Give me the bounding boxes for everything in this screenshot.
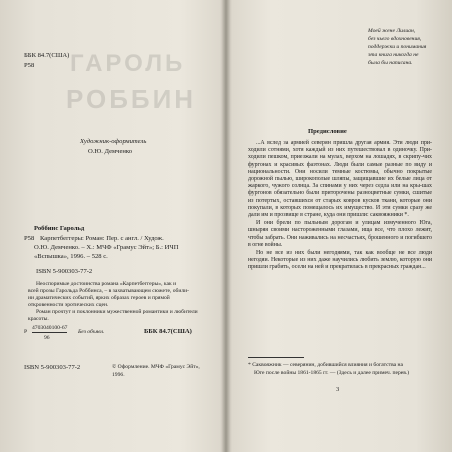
preface-paragraph: ...А вслед за армией северян пришла другая армия. Эти люди при-ходили сотнями, хотя каждый из них путешествовал в одиночку. При-ходили пешком, приезжали на мулах, верхом на лошадях, в скрипу-чих фургонах и красивых фаэтонах. Люди были самые разные по виду и национальности. Они носили темные костюмы, обычно покрытые дорожной пылью, широкополые шляпы, защищавшие их белые лица от жаркого, чужого солнца. За спинами у них через седла или на кры-шах фургонов обязательно были приторочены разноцветные сумки, сшитые из потертых, оставшихся от старых ковров кусков ткани, которые они покупали, в которых помещалось их имущество. И эти сумки сразу же дали им и прозвище в стране, куда они пришли: саквояжники *.: [248, 140, 432, 219]
code-prefix: Р: [24, 329, 28, 335]
preface-paragraph: Но не все из них были негодяями, так как вообще не все люди негодяи. Некоторые из них даже научились любить землю, которую они пришли грабить, осели на ней и прекратилась в прекрасных граждан...: [248, 250, 432, 271]
preface-paragraph: И они брели по пыльным дорогам и улицам измученного Юга, шныряя своими настороженными глазами, ища все, что плохо лежит, чтобы забрать. Они наживались на несчастьях, брошенного и погибшего в огне войны.: [248, 220, 432, 248]
code-suffix: 96: [44, 335, 50, 341]
annotation-line-4: Роман прочтут и поклонники мужественной романтики и любители: [36, 309, 198, 315]
index-mid: Р58: [24, 235, 35, 242]
preface-body: [248, 140, 432, 273]
catalog-line-2: «Вспышка», 1996. – 528 с.: [34, 253, 108, 260]
code-label: Без объявл.: [78, 329, 105, 335]
footnote-line-1: Юге после войны 1861-1865 гг. — (Здесь и далее примеч. перев.): [254, 370, 410, 376]
copyright-line-0: © Оформление. МЧФ «Грамус Эйт»,: [112, 364, 200, 370]
right-page: [226, 0, 452, 452]
annotation-line-0: Неоспоримые достоинства романа «Карпетбеггеры», как и: [36, 281, 177, 287]
annotation-line-3: откровенности эротических сцен.: [28, 302, 109, 308]
footnote-rule: [248, 357, 304, 358]
page-number: 3: [336, 386, 340, 393]
bbk-top: ББК 84.7(США): [24, 52, 70, 59]
dedication-line-4: была бы написана.: [368, 60, 413, 66]
dedication-line-0: Моей жене Лилиан,: [368, 28, 416, 34]
dedication-line-3: эта книга никогда не: [368, 52, 419, 58]
annotation-line-5: красоты.: [28, 316, 49, 322]
illustrator-name: О.Ю. Демченко: [88, 148, 133, 155]
code-line: 4703040100-67: [32, 325, 68, 331]
index-top: Р58: [24, 62, 35, 69]
author-line: Роббинс Гарольд: [34, 225, 85, 232]
annotation-line-1: всей прозы Гарольда Роббинса, – в захватывающем сюжете, обили-: [28, 288, 190, 294]
catalog-line-0: Карпетбеггеры: Роман: Пер. с англ. / Худож.: [40, 235, 164, 242]
annotation-line-2: ии драматических событий, ярких образах героев и прямой: [28, 295, 170, 301]
copyright-line-1: 1996.: [112, 372, 125, 378]
catalog-line-1: О.Ю. Демченко. – Х.: МЧФ «Грамус Эйт»; Б.: ИЧП: [34, 244, 179, 251]
show-through-text: РОББИН: [66, 84, 197, 114]
isbn-bottom: ISBN 5-900303-77-2: [24, 364, 81, 371]
bbk-bottom: ББК 84.7(США): [144, 328, 192, 335]
isbn-mid: ISBN 5-900303-77-2: [36, 268, 93, 275]
dedication-line-2: поддержки и понимания: [368, 44, 427, 50]
illustrator-label: Художник-оформитель: [80, 138, 147, 145]
dedication-line-1: без чьего вдохновения,: [368, 36, 422, 42]
show-through-text: ГАРОЛЬ: [70, 50, 186, 77]
footnote-line-0: * Саквояжник — северянин, добившийся влияния и богатства на: [248, 362, 404, 368]
preface-heading: Предисловие: [308, 128, 347, 135]
